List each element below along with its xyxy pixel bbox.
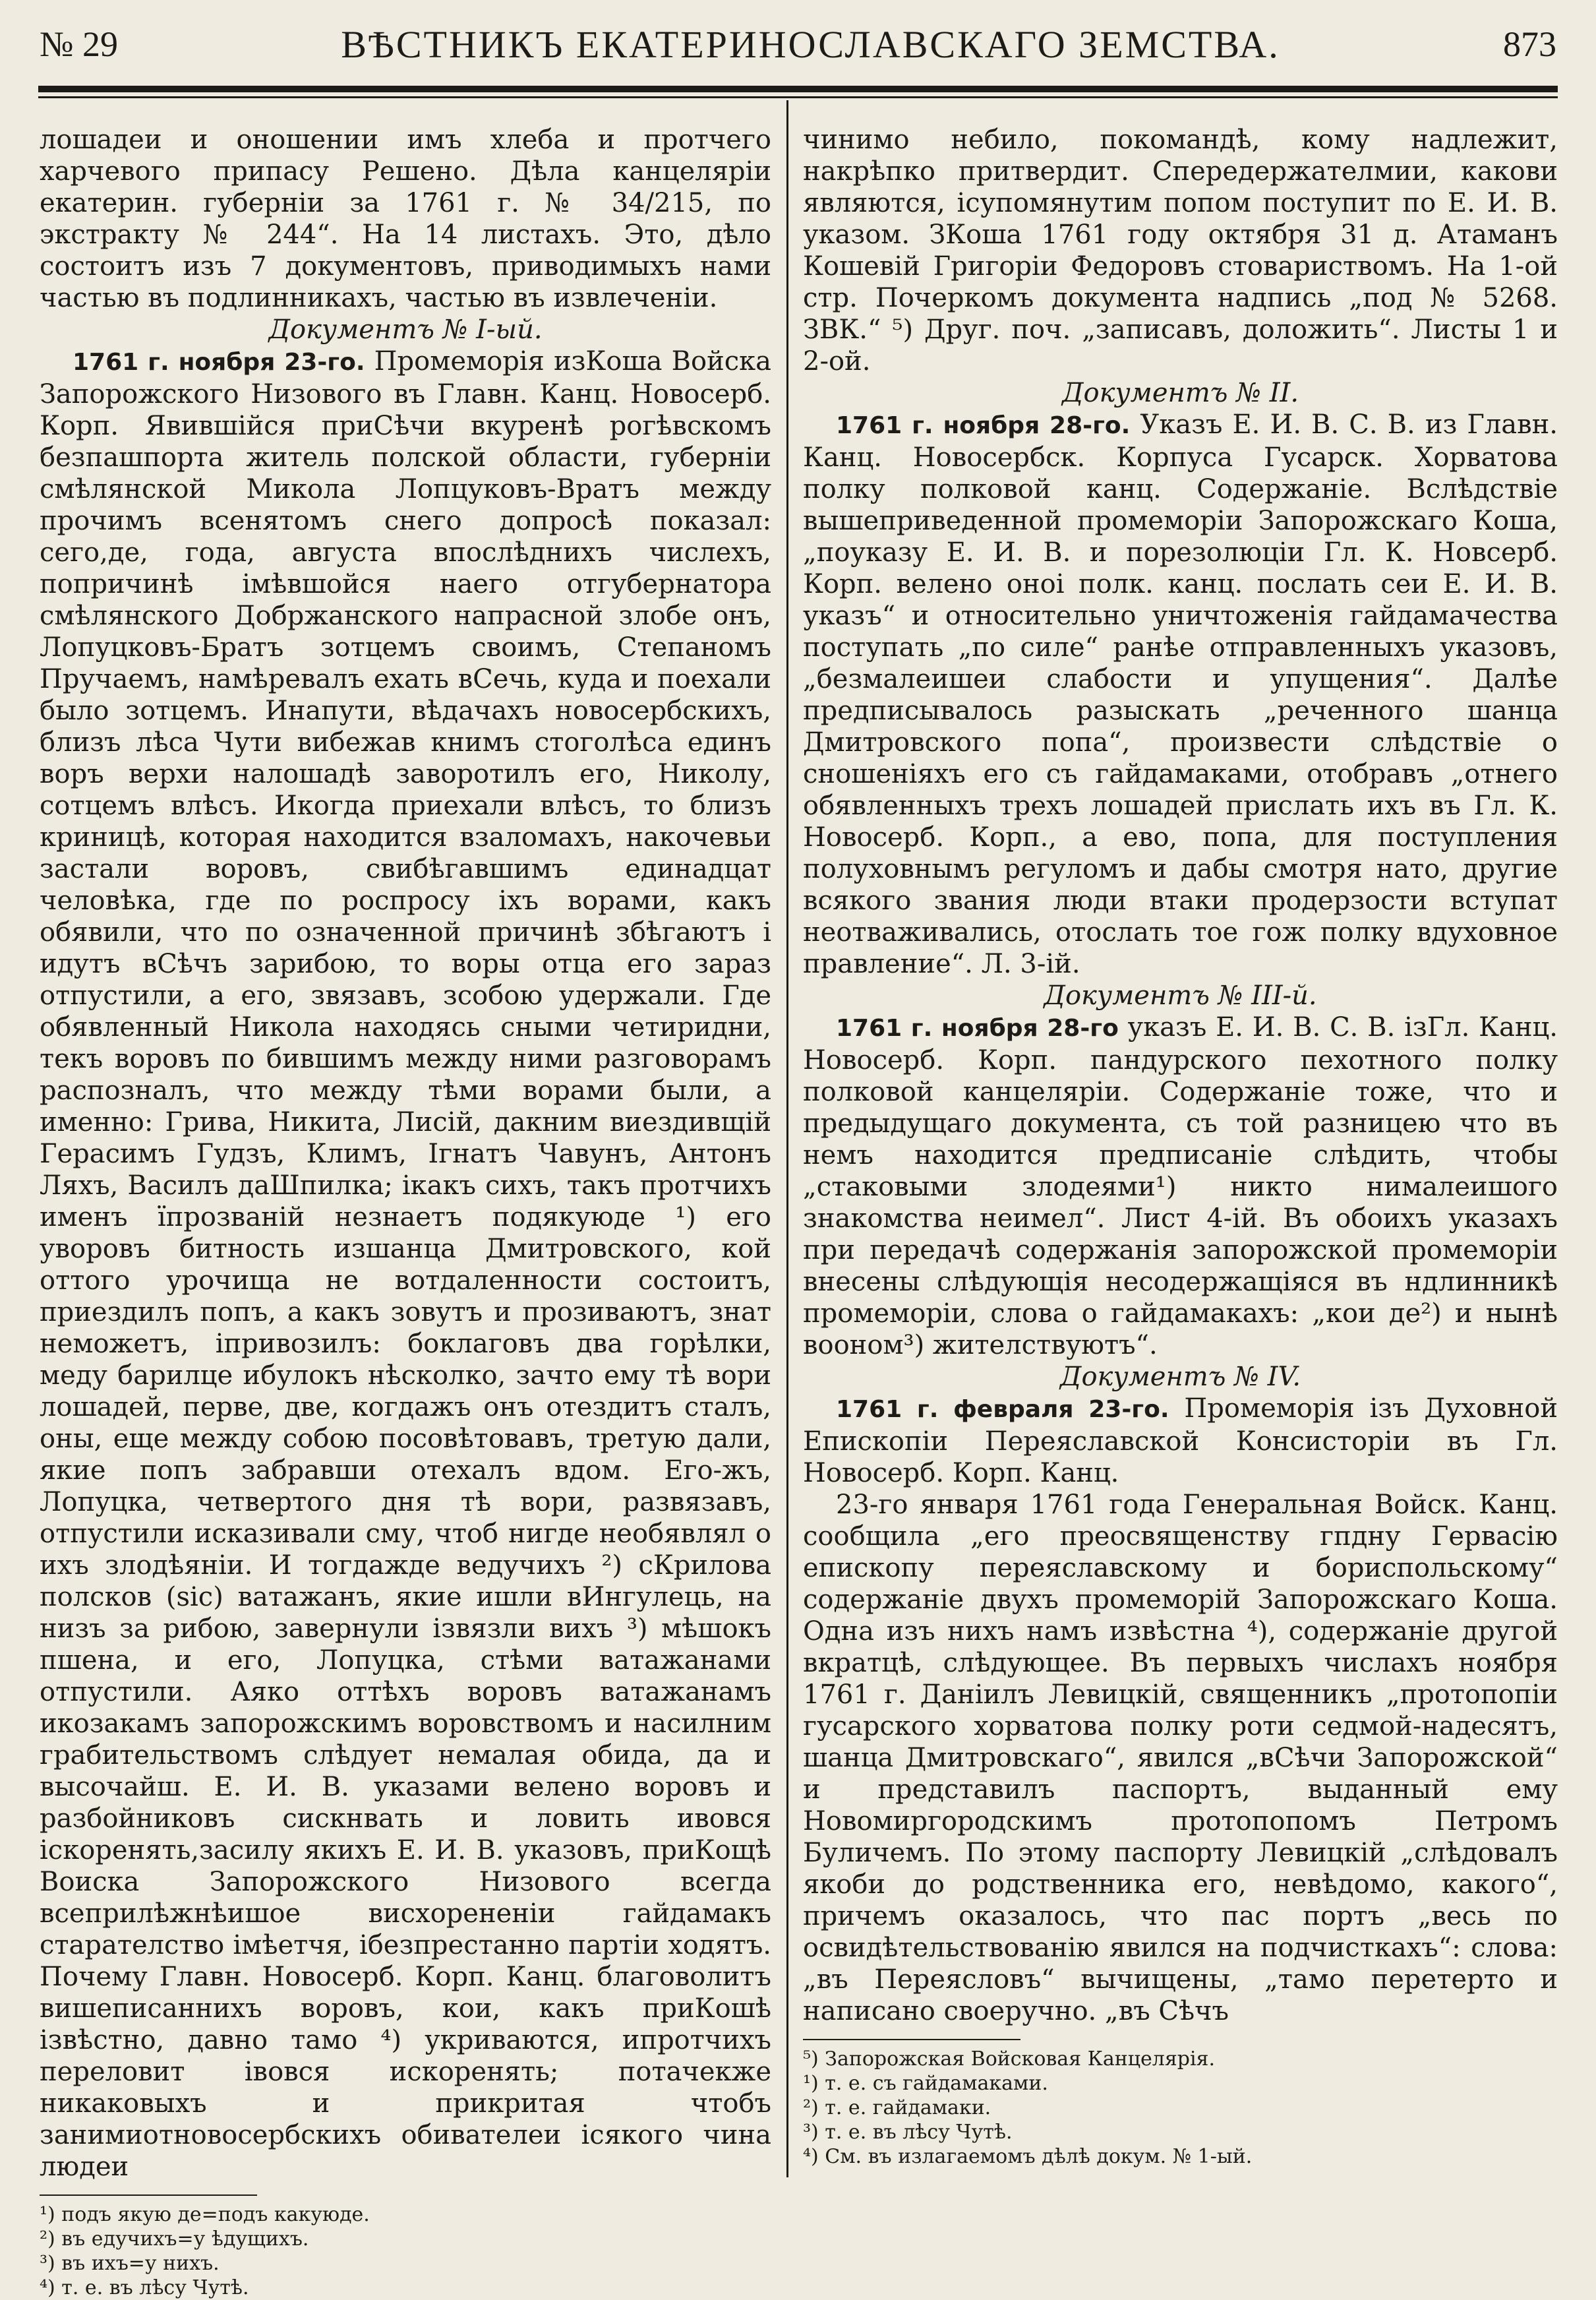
document-4-paragraph: 23-го января 1761 года Генеральная Войск. Канц. сообщила „его преосвященству гпдну Гервасію епископу переяславскому и бориспольскому“ содержаніе двухъ промеморій Запорожскаго Коша. Одна изъ нихъ намъ извѣстна ⁴), содержаніе другой вкратцѣ, слѣдующее. Въ первыхъ числахъ ноября 1761 г. Даніилъ Левицкій, священникъ „протопопіи гусарского хорватова полку роти седмой-надесятъ, шанца Дмитровскаго“, явился „вСѣчи Запорожской“ и представилъ паспортъ, выданный ему Новомиргородскимъ протопопомъ Петромъ Буличемъ. По этому паспорту Левицкій „слѣдовалъ якоби до родственника его, невѣдомо, какого“, причемъ оказалось, что пас портъ „весь по освидѣтельствованію явился на подчисткахъ“: слова: „въ Переясловъ“ вычищены, „тамо перетерто и написано своеручно. „въ Сѣчъ: [803, 1490, 1558, 2026]
right-footnotes: [803, 2047, 1558, 2169]
footnote: ⁴) т. е. въ лѣсу Чутѣ.: [40, 2276, 249, 2299]
page-number: 873: [1502, 24, 1556, 64]
footnote: ⁴) См. въ излагаемомъ дѣлѣ докум. № 1-ый.: [803, 2145, 1253, 2168]
document-1-date: 1761 г. ноября 23-го.: [73, 349, 365, 376]
footnote: ²) т. е. гайдамаки.: [803, 2096, 991, 2119]
left-column: [40, 124, 772, 2299]
document-4-body: [803, 1393, 1558, 1489]
document-1-heading: Документъ № I-ый.: [268, 315, 543, 345]
footnote: ¹) подъ якую де=подъ какуюде.: [40, 2203, 370, 2226]
document-2-text: Указъ Е. И. В. С. В. из Главн. Канц. Новосербск. Корпуса Гусарск. Хорватова полку полковой канц. Содержаніе. Вслѣдствіе вышеприведенной промеморіи Запорожскаго Коша, „поуказу Е. И. В. и порезолюціи Гл. К. Новсерб. Корп. велено оноі полк. канц. послать сеи Е. И. В. указъ“ и относительно уничтоженія гайдамачества поступать „по силе“ ранѣе отправленныхъ указовъ, „безмалеишеи слабости и упущения“. Далѣе предписывалось разыскать „реченного шанца Дмитровского попа“, произвести слѣдствіе о сношеніяхъ его съ гайдамаками, отобравъ „отнего обявленныхъ трехъ лошадей прислать ихъ въ Гл. К. Новосерб. Корп., а ево, попа, для поступления полуховнымъ регуломъ и дабы смотря нато, другие всякого звания люди втаки продерзости вступат неотваживались, отослать тое гож полку вдуховное правление“. Л. 3-ій.: [803, 409, 1558, 979]
journal-title: ВѢСТНИКЪ ЕКАТЕРИНОСЛАВСКАГО ЗЕМСТВА.: [341, 22, 1280, 66]
document-2-heading: Документъ № II.: [1061, 378, 1299, 408]
document-3-date: 1761 г. ноября 28-го: [836, 1015, 1119, 1042]
header-rule-thin: [38, 96, 1558, 98]
document-1-body: [40, 346, 771, 2183]
document-4-text: Промеморія ізъ Духовной Епископіи Переяславской Консисторіи въ Гл. Новосерб. Корп. Канц.: [803, 1393, 1558, 1488]
issue-number: № 29: [40, 24, 119, 64]
footnote: ¹) т. е. съ гайдамаками.: [803, 2072, 1048, 2095]
header-rule-thick: [38, 86, 1558, 92]
document-1-text: Промеморія изКоша Войска Запорожского Низового въ Главн. Канц. Новосерб. Корп. Явившійся приСѣчи вкуренѣ рогѣвскомъ безпашпорта житель полской области, губерніи смѣлянской Микола Лопцуковъ-Вратъ между прочимъ всенятомъ снего допросѣ показал: сего,де, года, августа впослѣднихъ числехъ, попричинѣ імѣвшойся наего отгубернатора смѣлянского Добржанского напрасной злобе онъ, Лопуцковъ-Братъ зотцемъ своимъ, Степаномъ Пручаемъ, намѣревалъ ехать вСечь, куда и поехали было зотцемъ. Инапути, вѣдачахъ новосербскихъ, близъ лѣса Чути вибежав книмъ стоголѣса единъ воръ верхи налошадѣ заворотилъ его, Николу, сотцемъ влѣсъ. Икогда приехали влѣсъ, то близъ криницѣ, которая находится взаломахъ, накочевьи застали воровъ, свибѣгавшимъ единадцат человѣка, где по роспросу іхъ ворами, какъ обявили, что по означенной причинѣ збѣгаютъ і идутъ вСѣчъ зарибою, то воры отца его зараз отпустили, а его, звязавъ, зсобою удержали. Где обявленный Никола находясь сными четиридни, текъ воровъ по бившимъ между ними разговорамъ распозналъ, что между тѣми ворами были, а именно: Грива, Никита, Лисій, дакним виездивщій Герасимъ Гудзъ, Климъ, Ігнатъ Чавунъ, Антонъ Ляхъ, Василъ даШпилка; ікакъ сихъ, такъ протчихъ именъ ïпрозваній незнаетъ подякуюде ¹) его уворовъ битность изшанца Дмитровского, кой оттого урочища не вотдаленности состоитъ, приездилъ попъ, а какъ зовутъ и прозиваютъ, знат неможетъ, іпривозилъ: боклаговъ два горѣлки, меду барилце ибулокъ нѣсколко, зачто ему тѣ вори лошадей, перве, две, когдажъ онъ отездитъ сталъ, оны, еще между собою посовѣтовавъ, третую дали, якие попъ забравши отехалъ вдом. Его-жъ, Лопуцка, четвертого дня тѣ вори, развязавъ, отпустили исказивали сму, чтоб нигде необявлял о ихъ злодѣяніи. И тогдажде ведучихъ ²) сКрилова полсков (sic) ватажанъ, якие ишли вИнгулець, на низъ за рибою, завернули ізвязли вихъ ³) мѣшокъ пшена, и его, Лопуцка, стѣми ватажанами отпустили. Аяко оттѣхъ воровъ ватажанамъ икозакамъ запорожскимъ воровствомъ и насилним грабительствомъ слѣдует немалая обида, да и высочайш. Е. И. В. указами велено воровъ и разбойниковъ сискнвать и ловить ивовся іскоренять,засилу якихъ Е. И. В. указовъ, приКощѣ Воиска Запорожского Низового всегда всеприлѣжнѣишое висхорененіи гайдамакъ старателство імѣетчя, ібезпрестанно партіи ходятъ. Почему Главн. Новосерб. Корп. Канц. благоволитъ вишеписаннихъ воровъ, кои, какъ приКошѣ ізвѣстно, давно тамо ⁴) укриваются, ипротчихъ переловит івовся искоренять; потачекже никаковыхъ и прикритая чтобъ занимиотновосербскихъ обивателеи ісякого чина людеи: [40, 346, 772, 2182]
footnote: ²) въ едучихъ=у ѣдущихъ.: [40, 2227, 309, 2251]
intro-paragraph: лошадеи и оношении имъ хлеба и протчего харчевого припасу Решено. Дѣла канцеляріи екатерин. губерніи за 1761 г. № 34/215, по экстракту № 244“. На 14 листахъ. Это, дѣло состоитъ изъ 7 документовъ, приводимыхъ нами частью въ подлинникахъ, частью въ извлеченіи.: [40, 125, 771, 313]
document-3-text: указъ Е. И. В. С. В. ізГл. Канц. Новосерб. Корп. пандурского пехотного полку полковой канцеляріи. Содержаніе тоже, что и предыдущаго документа, съ той разницею что въ немъ находится предписаніе слѣдить, чтобы „стаковыми злодеями¹) никто нималеишого знакомства неимел“. Лист 4-ій. Въ обоихъ указахъ при передачѣ содержанія запорожской промеморіи внесены слѣдующія несодержащіяся въ ндлинникѣ промеморіи, слова о гайдамакахъ: „кои де²) и нынѣ вооном³) жителствуютъ“.: [803, 1012, 1558, 1360]
page-header: [40, 15, 1556, 74]
footnote: ³) т. е. въ лѣсу Чутѣ.: [803, 2121, 1013, 2144]
document-3-heading: Документъ № III-й.: [1044, 981, 1317, 1011]
continuation-paragraph: чинимо небило, покомандѣ, кому надлежит, накрѣпко притвердит. Спередержателмии, какови являются, ісупомянутим попом поступит по Е. И. В. указом. ЗКоша 1761 году октября 31 д. Атаманъ Кошевій Григоріи Федоровъ стовариствомъ. На 1-ой стр. Почеркомъ документа надпись „под № 5268. ЗВК.“ ⁵) Друг. поч. „записавъ, доложить“. Листы 1 и 2-ой.: [803, 125, 1558, 377]
right-column: [803, 124, 1558, 2168]
document-2-date: 1761 г. ноября 28-го.: [836, 412, 1131, 439]
footnote: ⁵) Запорожская Войсковая Канцелярія.: [803, 2047, 1216, 2071]
footnote: ³) въ ихъ=у нихъ.: [40, 2252, 220, 2275]
document-2-body: [803, 409, 1558, 980]
footnote-rule: [40, 2194, 257, 2196]
document-4-date: 1761 г. февраля 23-го.: [836, 1396, 1169, 1423]
left-footnotes: [40, 2202, 771, 2300]
document-4-heading: Документъ № IV.: [1059, 1362, 1301, 1392]
column-divider: [786, 100, 788, 2177]
document-3-body: [803, 1012, 1558, 1361]
footnote-rule: [803, 2039, 1020, 2040]
